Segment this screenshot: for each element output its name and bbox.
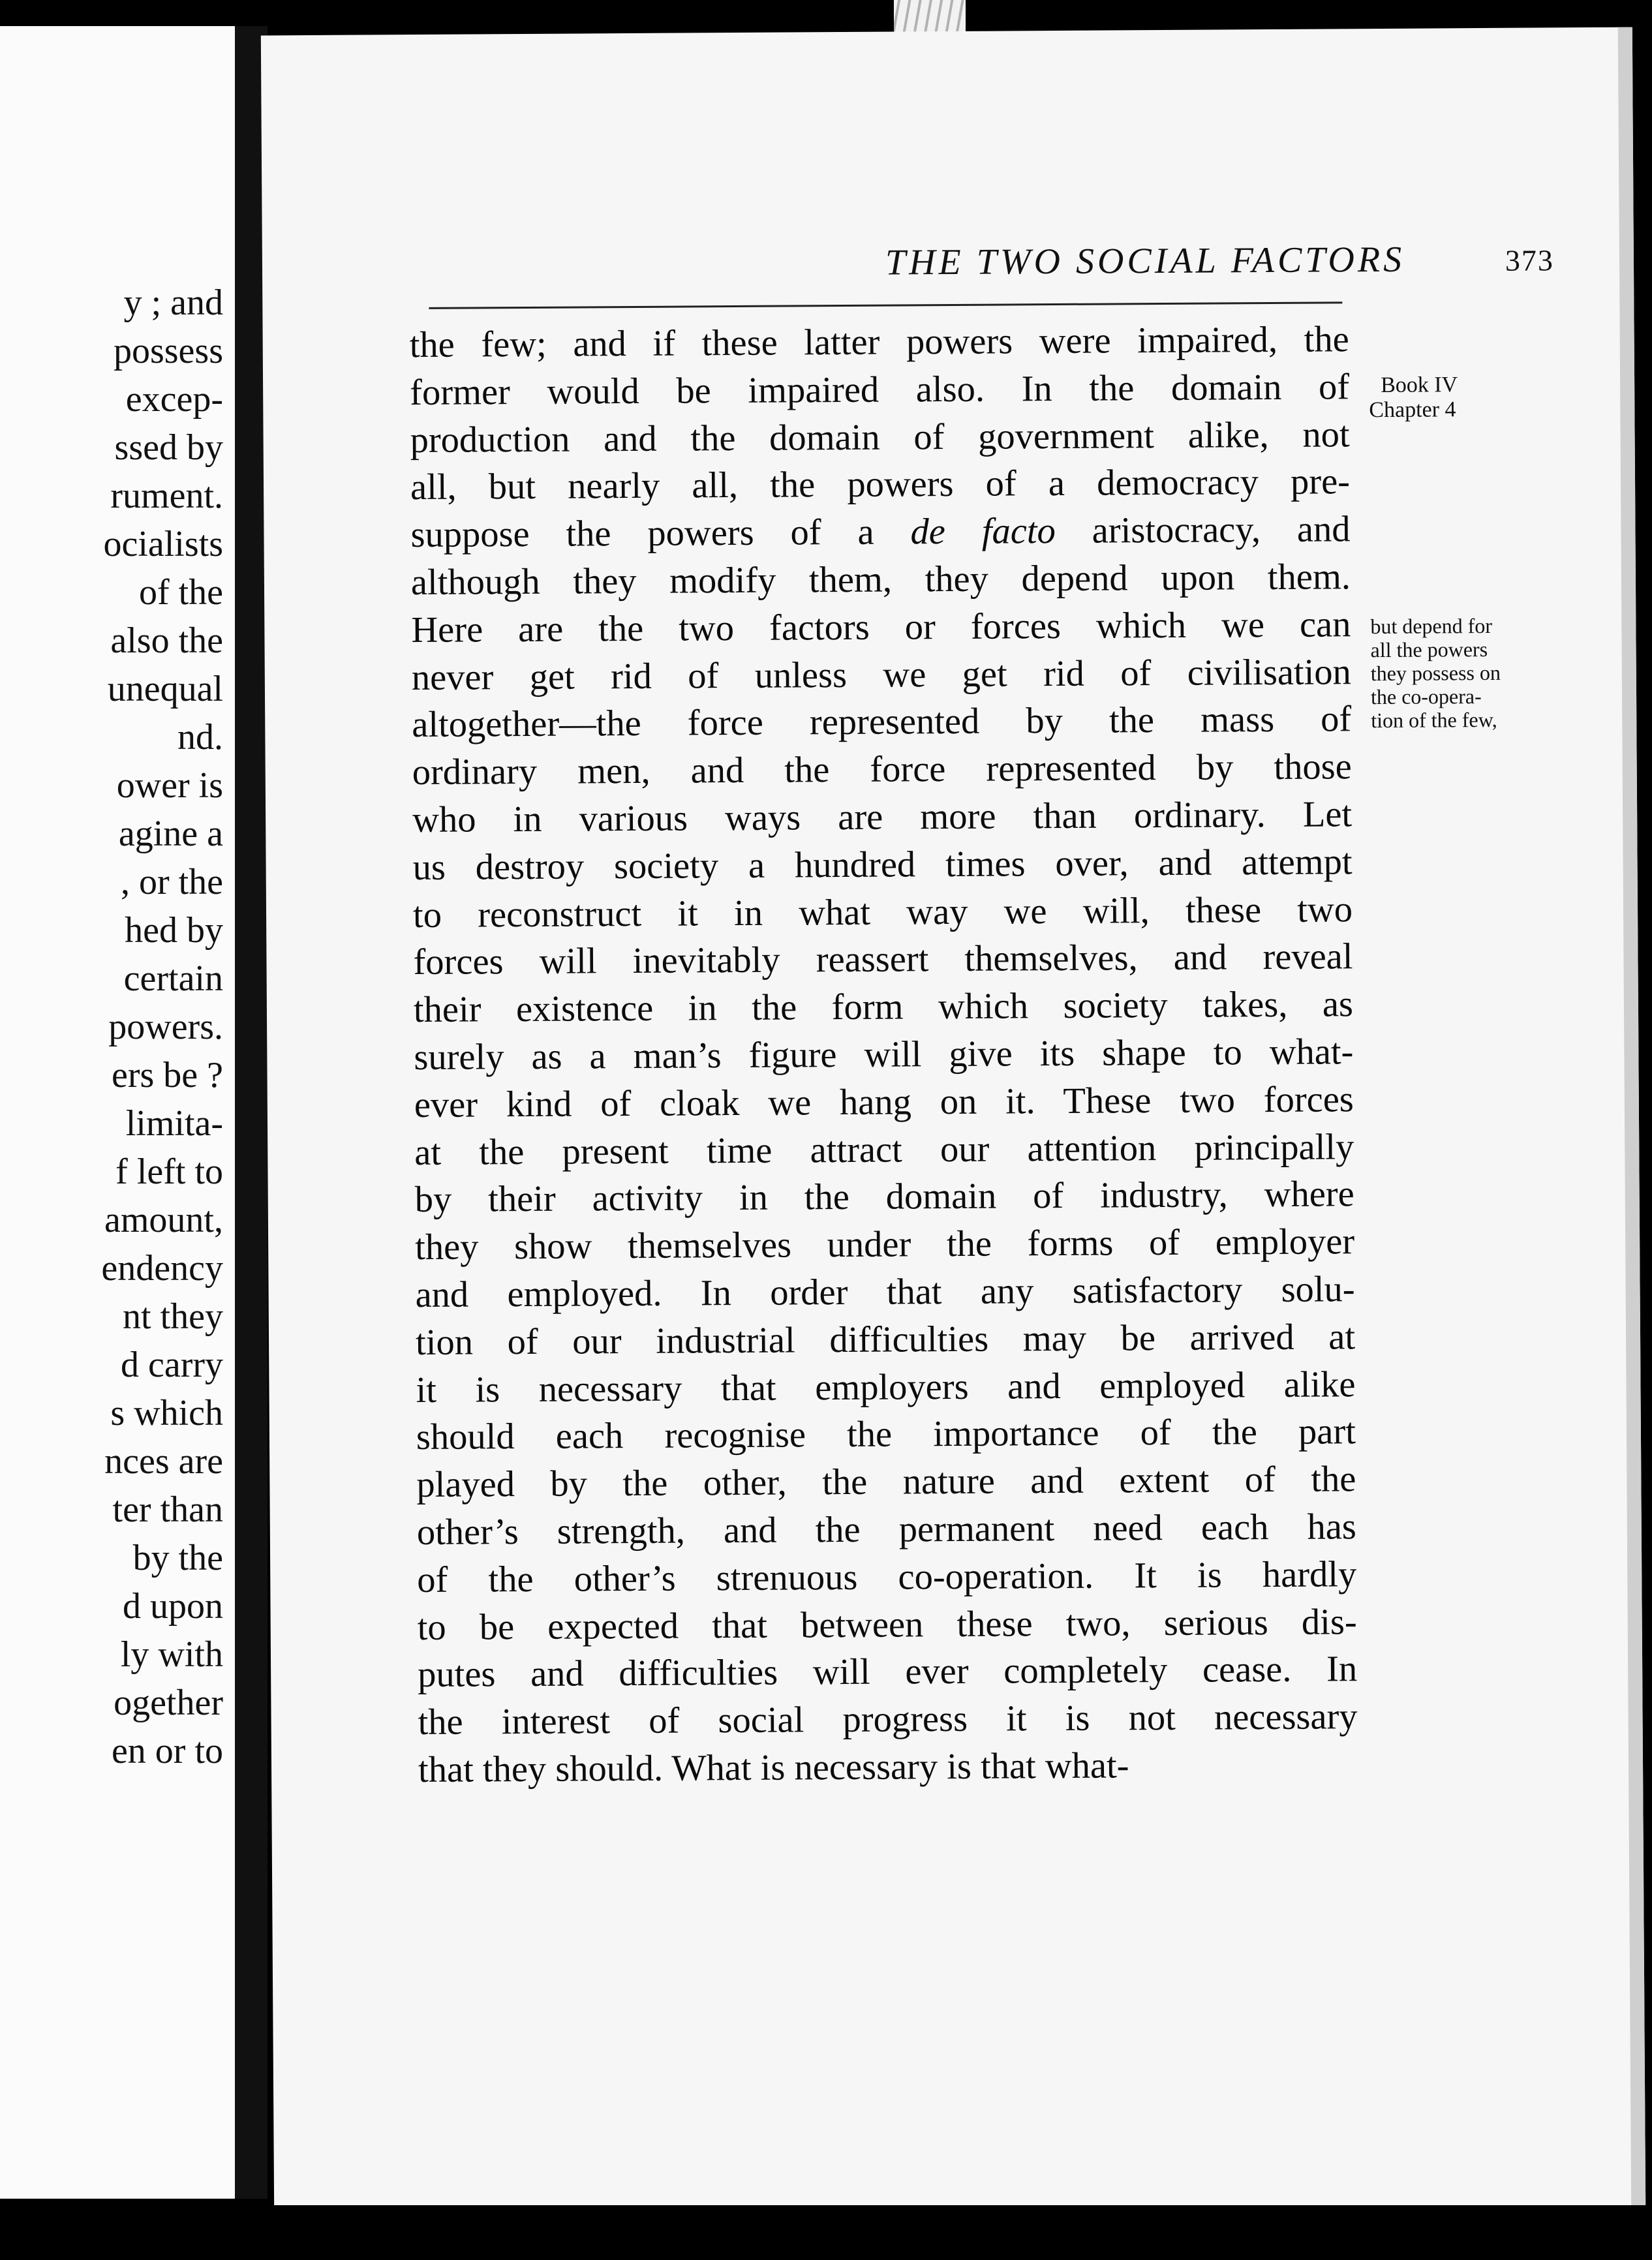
facing-page-line: ter than	[112, 1489, 223, 1530]
margin-chapter: Chapter 4	[1369, 397, 1456, 423]
facing-page-line: s which	[110, 1393, 223, 1433]
text-line: it is necessary that employers and employed alike	[416, 1364, 1356, 1411]
margin-note-line: the co-opera-	[1370, 684, 1482, 709]
facing-page-line: also the	[110, 620, 223, 661]
text-line: us destroy society a hundred times over, and attempt	[412, 842, 1353, 888]
facing-page-line: ssed by	[114, 427, 223, 468]
text-line: never get rid of unless we get rid of civilisation	[411, 651, 1351, 698]
text-line-with-italic	[410, 506, 1350, 559]
text-line: ever kind of cloak we hang on it. These two forces	[414, 1079, 1354, 1125]
facing-page-line: en or to	[111, 1731, 223, 1771]
text-line: the interest of social progress it is not necessary	[418, 1696, 1358, 1743]
italic-term: de facto	[910, 511, 1056, 553]
facing-page-line: , or the	[120, 862, 223, 902]
facing-page-line: y ; and	[123, 282, 223, 323]
page-number: 373	[1505, 243, 1555, 277]
facing-page-line: powers.	[108, 1007, 223, 1047]
facing-page-line: d upon	[123, 1586, 223, 1626]
facing-page-line: by the	[132, 1538, 223, 1578]
text-line: by their activity in the domain of industry, where	[414, 1174, 1354, 1221]
text-line: that they should. What is necessary is that what-	[418, 1745, 1129, 1790]
facing-page-line: limita-	[125, 1103, 223, 1144]
margin-note-line: they possess on	[1370, 660, 1501, 686]
text-line: putes and difficulties will ever completely cease. In	[417, 1649, 1358, 1696]
facing-page-line: hed by	[125, 910, 223, 951]
text-line: tion of our industrial difficulties may be arrived at	[415, 1316, 1356, 1363]
facing-page-line: endency	[101, 1248, 223, 1289]
facing-page-line: rument.	[110, 476, 223, 516]
scan-bottom-margin	[0, 2205, 1652, 2260]
facing-page-line: amount,	[104, 1200, 223, 1240]
text-line: Here are the two factors or forces which we can	[411, 604, 1351, 650]
facing-page	[0, 26, 235, 2199]
text-line: forces will inevitably reassert themselves, and reveal	[413, 936, 1353, 983]
text-line: to be expected that between these two, serious dis-	[417, 1601, 1357, 1648]
text-line: played by the other, the nature and extent of the	[416, 1459, 1356, 1506]
facing-page-line: f left to	[115, 1152, 223, 1192]
text-fragment: aristocracy, and	[1055, 509, 1351, 552]
facing-page-line: possess	[113, 331, 223, 371]
facing-page-line: ogether	[114, 1683, 223, 1723]
facing-page-line: of the	[138, 572, 223, 613]
facing-page-line: nces are	[104, 1441, 223, 1482]
book-page	[261, 27, 1645, 2215]
text-line: all, but nearly all, the powers of a democracy pre-	[410, 461, 1351, 508]
facing-page-line: nd.	[177, 717, 223, 757]
facing-page-line: excep-	[125, 379, 223, 420]
facing-page-line: unequal	[107, 669, 223, 709]
body-text	[410, 316, 1358, 1794]
text-line: at the present time attract our attention principally	[414, 1126, 1354, 1173]
margin-note-summary	[1370, 614, 1501, 732]
text-line: of the other’s strenuous co-operation. It is hardly	[417, 1553, 1357, 1600]
text-line: should each recognise the importance of the part	[416, 1411, 1356, 1458]
text-line: although they modify them, they depend upon them.	[410, 557, 1351, 603]
text-line: who in various ways are more than ordinary. Let	[412, 794, 1353, 841]
facing-page-line: ower is	[116, 765, 223, 806]
text-fragment: suppose the powers of a	[410, 512, 911, 556]
margin-note-line: all the powers	[1370, 637, 1488, 662]
facing-page-line: d carry	[120, 1345, 223, 1385]
text-line: to reconstruct it in what way we will, these two	[412, 889, 1353, 936]
text-line: the few; and if these latter powers were impaired, the	[409, 319, 1349, 366]
running-title: THE TWO SOCIAL FACTORS	[885, 239, 1405, 283]
text-line: production and the domain of government alike, not	[410, 414, 1350, 461]
text-line: their existence in the form which society takes, as	[413, 984, 1354, 1031]
facing-page-line: certain	[123, 958, 223, 999]
text-line: altogether—the force represented by the mass of	[412, 699, 1352, 746]
text-line: former would be impaired also. In the domain of	[409, 367, 1350, 413]
header-rule	[429, 301, 1342, 309]
margin-note-line: but depend for	[1370, 613, 1493, 639]
facing-page-line: ly with	[120, 1634, 223, 1675]
facing-page-line: agine a	[118, 814, 223, 854]
facing-page-line: ocialists	[103, 524, 223, 564]
margin-note-chapter	[1369, 373, 1458, 423]
text-line: ordinary men, and the force represented by those	[412, 746, 1352, 793]
facing-page-line: ers be ?	[111, 1055, 223, 1095]
margin-book: Book IV	[1381, 373, 1458, 397]
running-head	[624, 237, 1603, 289]
margin-note-line: tion of the few,	[1371, 707, 1497, 733]
text-line: other’s strength, and the permanent need each has	[416, 1506, 1357, 1553]
text-line: surely as a man’s figure will give its shape to what-	[414, 1031, 1354, 1078]
text-line: they show themselves under the forms of employer	[414, 1221, 1355, 1268]
text-line: and employed. In order that any satisfactory solu-	[415, 1269, 1355, 1315]
facing-page-line: nt they	[123, 1296, 223, 1337]
